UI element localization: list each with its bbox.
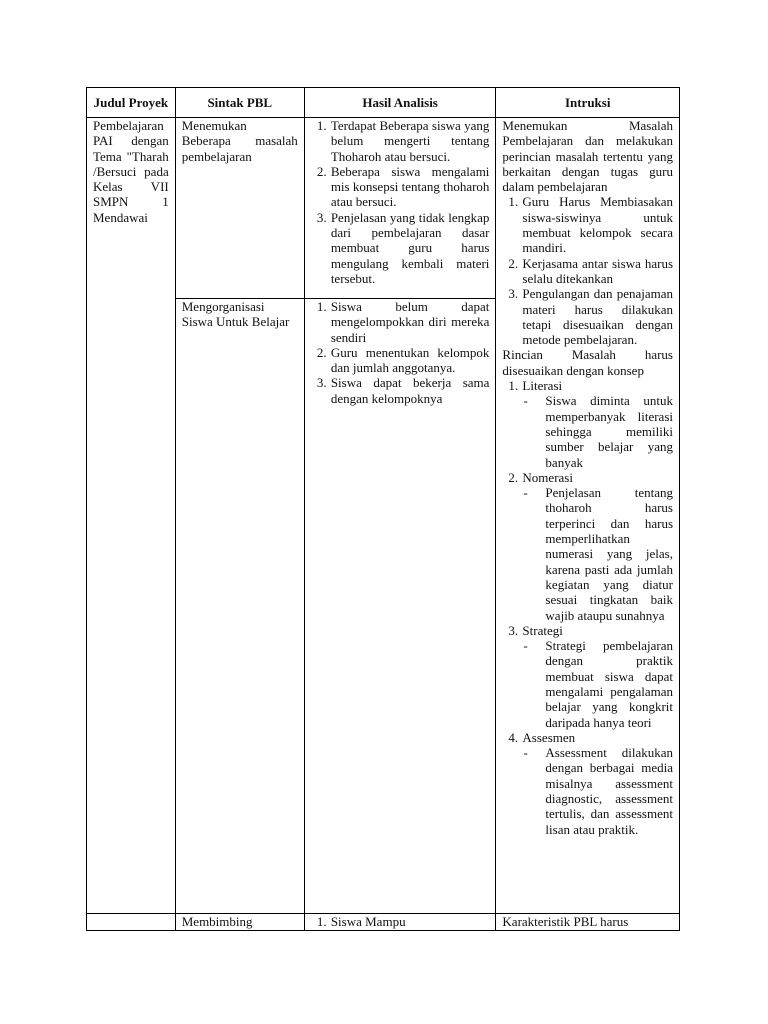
list-item: 1. Terdapat Beberapa siswa yang belum mengerti tentang Thoharoh atau bersuci. <box>330 118 490 164</box>
list-item <box>521 730 673 837</box>
table-header-row <box>87 88 680 118</box>
list-item: 3. Pengulangan dan penajaman materi harus dilakukan tetapi disesuaikan dengan metode pembelajaran. <box>521 286 673 347</box>
konsep-title: Nomerasi <box>522 469 573 485</box>
intruksi-list <box>502 194 673 347</box>
list-item <box>521 378 673 470</box>
list-item: 3. Siswa dapat bekerja sama dengan kelompoknya <box>330 375 490 406</box>
list-item: 2. Beberapa siswa mengalami mis konsepsi tentang thoharoh atau bersuci. <box>330 164 490 210</box>
pbl-analysis-table <box>86 87 680 931</box>
intruksi-cell <box>496 914 680 931</box>
konsep-detail-list <box>522 638 673 730</box>
list-item: 1. Siswa belum dapat mengelompokkan diri mereka sendiri <box>330 299 490 345</box>
list-item: 1. Siswa Mampu <box>330 914 490 929</box>
project-title-cell <box>87 118 176 914</box>
analisis-cell <box>304 914 496 931</box>
konsep-title: Literasi <box>522 378 563 394</box>
sintak-text: Mengorganisasi Siswa Untuk Belajar <box>181 299 290 330</box>
konsep-list <box>502 378 673 837</box>
list-item: 3. Penjelasan yang tidak lengkap dari pembelajaran dasar membuat guru harus mengulang kembali materi tersebut. <box>330 210 490 286</box>
sintak-cell <box>175 299 304 914</box>
list-item: 2. Guru menentukan kelompok dan jumlah anggotanya. <box>330 345 490 376</box>
konsep-title: Strategi <box>522 622 563 638</box>
header-hasil-analisis: Hasil Analisis <box>304 88 496 118</box>
table-row <box>87 914 680 931</box>
list-item <box>521 623 673 730</box>
konsep-detail-list <box>522 393 673 469</box>
list-item <box>521 470 673 623</box>
sintak-cell <box>175 914 304 931</box>
sintak-text: Membimbing <box>181 914 253 929</box>
list-item: 1. Guru Harus Membiasakan siswa-siswinya untuk membuat kelompok secara mandiri. <box>521 194 673 255</box>
intruksi-cell <box>496 118 680 914</box>
analisis-list <box>311 299 490 406</box>
intruksi-intro: Menemukan Masalah Pembelajaran dan melakukan perincian masalah tertentu yang berkaitan dengan tugas guru dalam pembelajaran <box>502 118 673 195</box>
analisis-cell <box>304 118 496 299</box>
list-item: 2. Kerjasama antar siswa harus selalu ditekankan <box>521 256 673 287</box>
list-item: - Penjelasan tentang thoharoh harus terperinci dan harus memperlihatkan numerasi yang jelas, karena pasti ada jumlah kegiatan yang diatur sesuai tingkatan baik wajib ataupu sunahnya <box>545 485 673 623</box>
header-judul-proyek: Judul Proyek <box>87 88 176 118</box>
analisis-list <box>311 118 490 286</box>
project-title: Pembelajaran PAI dengan Tema "Tharah /Bersuci pada Kelas VII SMPN 1 Mendawai <box>93 118 169 225</box>
analisis-cell <box>304 299 496 914</box>
list-item: - Assessment dilakukan dengan berbagai media misalnya assessment diagnostic, assessment tertulis, dan assessment lisan atau praktik. <box>545 745 673 837</box>
table-row <box>87 118 680 299</box>
analisis-list <box>311 914 490 929</box>
rincian-text: Rincian Masalah harus disesuaikan dengan konsep <box>502 347 673 378</box>
konsep-title: Assesmen <box>522 729 576 745</box>
sintak-text: Menemukan Beberapa masalah pembelajaran <box>181 118 298 164</box>
project-title-cell <box>87 914 176 931</box>
header-sintak-pbl: Sintak PBL <box>175 88 304 118</box>
konsep-detail-list <box>522 745 673 837</box>
list-item: - Siswa diminta untuk memperbanyak literasi sehingga memiliki sumber belajar yang banyak <box>545 393 673 469</box>
list-item: - Strategi pembelajaran dengan praktik membuat siswa dapat mengalami pengalaman belajar yang kongkrit daripada hanya teori <box>545 638 673 730</box>
konsep-detail-list <box>522 485 673 623</box>
header-intruksi: Intruksi <box>496 88 680 118</box>
intruksi-text: Karakteristik PBL harus <box>502 914 629 929</box>
sintak-cell <box>175 118 304 299</box>
